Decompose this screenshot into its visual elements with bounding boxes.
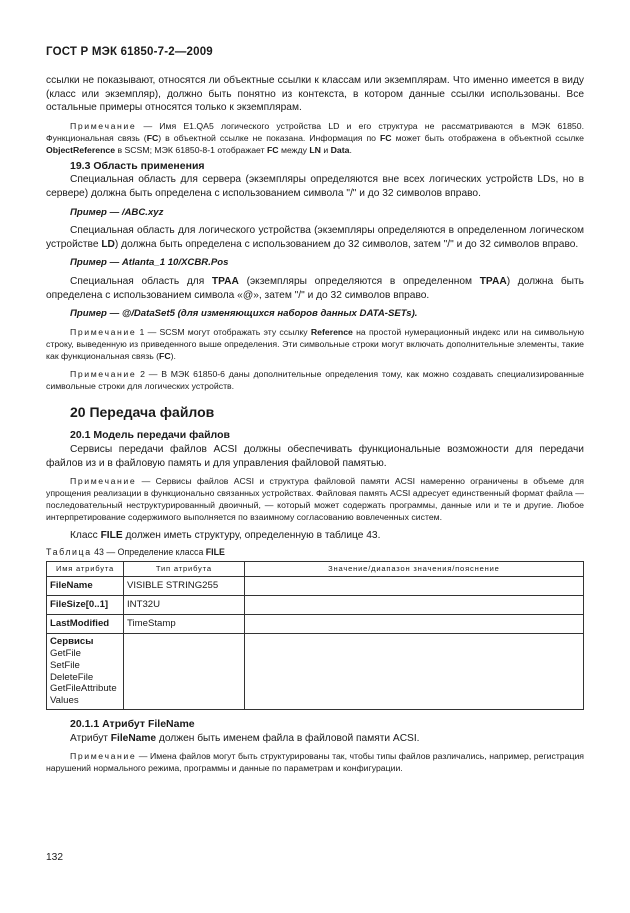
service-item: DeleteFile bbox=[50, 671, 94, 683]
services-cell bbox=[47, 634, 124, 710]
services-value-cell bbox=[244, 634, 583, 710]
attribute-name: FileSize[0..1] bbox=[47, 596, 124, 615]
column-header: Имя атрибута bbox=[47, 562, 124, 577]
note-lds: Примечание — Имя E1.QA5 логического устройства LD и его структура не рассматриваются в МЭК 61850. Функциональная связь (FC) в объектной ссылке не показана. Информация по FC может быть отображена в объектной ссылке ObjectReference в SCSM; МЭК 61850-8-1 отображает FC между LN и Data. bbox=[46, 120, 584, 155]
attribute-value bbox=[244, 596, 583, 615]
paragraph-filename: Атрибут FileName должен быть именем файла в файловой памяти ACSI. bbox=[70, 732, 420, 744]
column-header: Значение/диапазон значения/пояснение bbox=[244, 562, 583, 577]
section-heading-19-3: 19.3 Область применения bbox=[70, 159, 205, 172]
attribute-type: INT32U bbox=[123, 596, 244, 615]
attribute-value bbox=[244, 615, 583, 634]
services-type-cell bbox=[123, 634, 244, 710]
note-acsi-file-memory: Примечание — Сервисы файлов ACSI и структура файловой памяти ACSI намеренно ограничены в объеме для упрощения реализации в функционально связанных устройствах. Файловая память ACSI адресует единственный формат файла — последовательный неструктурированный двоичный, — который может содержать программы, данные или и те и другие. Любое интерпретирование содержимого выполняется по взаимному согласованию вовлеченных систем. bbox=[46, 476, 584, 523]
example-abc: Пример — /ABC.xyz bbox=[70, 206, 164, 218]
file-class-table bbox=[46, 561, 584, 710]
table-row bbox=[47, 577, 584, 596]
service-item: GetFileAttribute bbox=[50, 683, 117, 695]
section-heading-20: 20 Передача файлов bbox=[70, 403, 215, 420]
note-scsm-reference: Примечание 1 — SCSM могут отображать эту ссылку Reference на простой нумерационный индекс или на символьную строку, выведенную из приведенного выше определения. Эти символьные строки могут включать дополнительные элементы, такие как функциональная связь (FC). bbox=[46, 326, 584, 361]
paragraph-server-scope: Специальная область для сервера (экземпляры определяются вне всех логических устройств LDs, но в сервере) должна быть определена с использованием символа "/" и до 32 символов вправо. bbox=[46, 174, 584, 199]
section-heading-20-1: 20.1 Модель передачи файлов bbox=[70, 429, 230, 442]
paragraph-ld-scope: Специальная область для логического устройства (экземпляры определяются в определенном логическом устройстве LD) должна быть определена с использованием до 32 символов, затем "/" и до 32 символов вправо. bbox=[46, 225, 584, 250]
service-item: SetFile bbox=[50, 659, 80, 671]
attribute-type: TimeStamp bbox=[123, 615, 244, 634]
paragraph-tpaa-scope: Специальная область для TPAA (экземпляры определяются в определенном TPAA) должна быть определена с использованием символа «@», затем "/" и до 32 символов вправо. bbox=[46, 275, 584, 301]
service-item: Values bbox=[50, 695, 79, 707]
attribute-name: FileName bbox=[47, 577, 124, 596]
attribute-name: LastModified bbox=[47, 615, 124, 634]
services-title: Сервисы bbox=[50, 636, 94, 648]
service-item: GetFile bbox=[50, 648, 81, 660]
standard-header: ГОСТ Р МЭК 61850-7-2—2009 bbox=[46, 46, 213, 58]
page-number: 132 bbox=[46, 852, 63, 863]
section-heading-20-1-1: 20.1.1 Атрибут FileName bbox=[70, 718, 195, 731]
table-row-services bbox=[47, 634, 584, 710]
table-row bbox=[47, 596, 584, 615]
table-caption: Таблица 43 — Определение класса FILE bbox=[46, 546, 225, 557]
note-iec-61850-6: Примечание 2 — В МЭК 61850-6 даны дополнительные определения тому, как можно создавать специализированные символьные строки для логических устройств. bbox=[46, 368, 584, 391]
table-row bbox=[47, 615, 584, 634]
example-atlanta: Пример — Atlanta_1 10/XCBR.Pos bbox=[70, 257, 229, 269]
paragraph-file-services: Сервисы передачи файлов ACSI должны обеспечивать функциональные возможности для передачи файлов из и в файловую память и для управления файловой памятью. bbox=[46, 443, 584, 469]
attribute-value bbox=[244, 577, 583, 596]
attribute-type: VISIBLE STRING255 bbox=[123, 577, 244, 596]
table-header-row bbox=[47, 562, 584, 577]
paragraph-file-class: Класс FILE должен иметь структуру, определенную в таблице 43. bbox=[70, 530, 381, 542]
paragraph-intro: ссылки не показывают, относятся ли объектные ссылки к классам или экземплярам. Что именно имеется в виду (класс или экземпляр), должно быть понятно из контекста, в котором данные ссылки использованы. Все остальные примеры относятся только к экземплярам. bbox=[46, 75, 584, 114]
example-dataset: Пример — @/DataSet5 (для изменяющихся наборов данных DATA-SETs). bbox=[70, 308, 418, 320]
page-content bbox=[46, 74, 584, 774]
note-file-names: Примечание — Имена файлов могут быть структурированы так, чтобы типы файлов различались, например, регистрация нарушений нормального режима, программы и данные по параметрам и конфигурации. bbox=[46, 751, 584, 774]
column-header: Тип атрибута bbox=[123, 562, 244, 577]
